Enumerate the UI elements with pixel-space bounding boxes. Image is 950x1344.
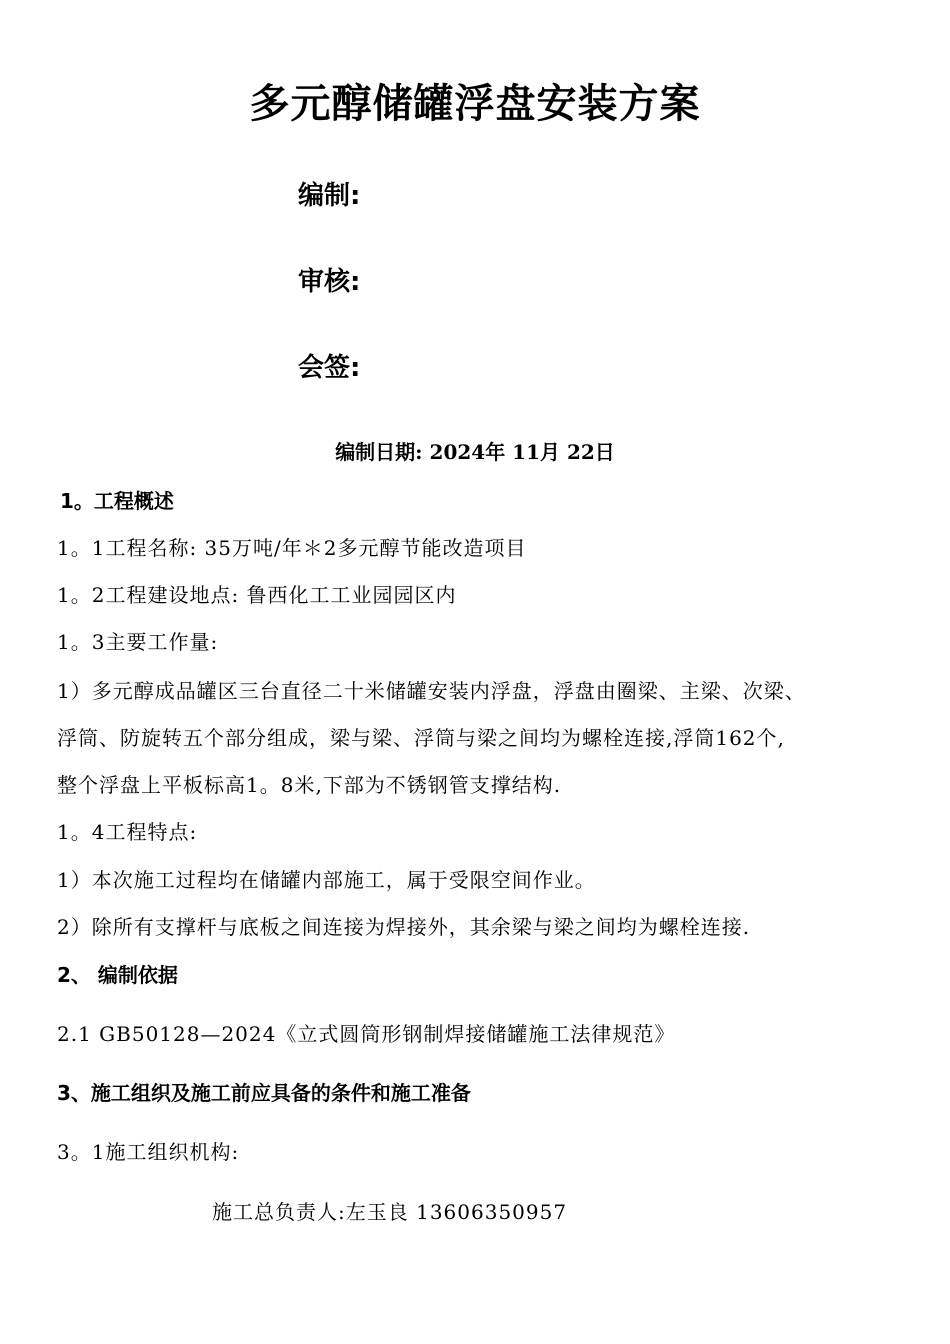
construction-lead-line: 施工总负责人:左玉良 13606350957 — [212, 1200, 568, 1224]
section-3-heading: 3、施工组织及施工前应具备的条件和施工准备 — [57, 1081, 471, 1105]
project-location-line: 1。2工程建设地点: 鲁西化工工业园园区内 — [57, 583, 457, 607]
workload-paragraph-line-1: 1）多元醇成品罐区三台直径二十米储罐安装内浮盘，浮盘由圈梁、主梁、次梁、 — [57, 679, 806, 703]
review-signature-label: 审核: — [298, 267, 361, 297]
feature-item-1: 1）本次施工过程均在储罐内部施工，属于受限空间作业。 — [57, 868, 596, 892]
compile-date: 编制日期: 2024年 11月 22日 — [335, 440, 615, 464]
workload-paragraph-line-2: 浮筒、防旋转五个部分组成，梁与梁、浮筒与梁之间均为螺栓连接,浮筒162个, — [57, 726, 785, 750]
organization-heading: 3。1施工组织机构: — [57, 1140, 240, 1164]
workload-paragraph-line-3: 整个浮盘上平板标高1。8米,下部为不锈钢管支撑结构. — [57, 773, 562, 797]
section-2-heading: 2、 编制依据 — [57, 963, 178, 987]
standard-reference-line: 2.1 GB50128—2024《立式圆筒形钢制焊接储罐施工法律规范》 — [57, 1022, 676, 1046]
features-heading: 1。4工程特点: — [57, 820, 198, 844]
section-1-heading: 1。工程概述 — [60, 489, 174, 513]
feature-item-2: 2）除所有支撑杆与底板之间连接为焊接外，其余梁与梁之间均为螺栓连接. — [57, 915, 751, 939]
project-name-line: 1。1工程名称: 35万吨/年＊2多元醇节能改造项目 — [57, 536, 527, 560]
compile-signature-label: 编制: — [298, 181, 361, 211]
document-title: 多元醇储罐浮盘安装方案 — [249, 81, 701, 127]
workload-heading: 1。3主要工作量: — [57, 630, 219, 654]
countersign-label: 会签: — [298, 353, 361, 383]
